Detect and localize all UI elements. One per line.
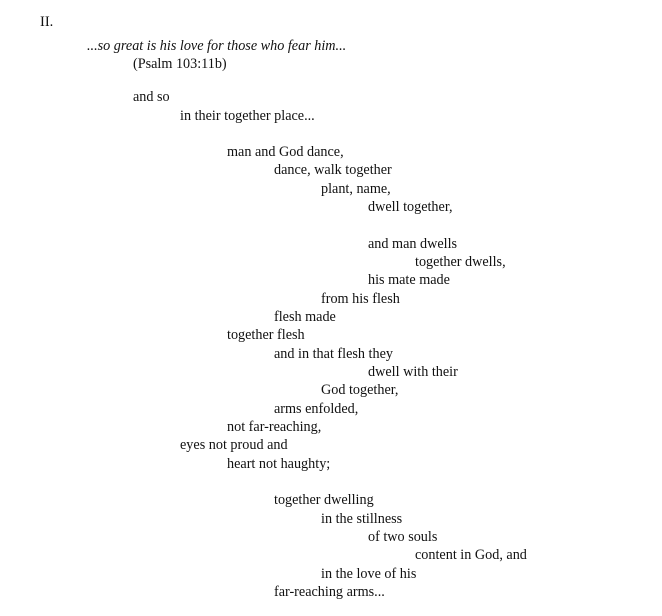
poem-line: and in that flesh they bbox=[274, 346, 393, 362]
poem-line: together dwelling bbox=[274, 492, 374, 508]
poem-line: and man dwells bbox=[368, 236, 458, 252]
poem-line: his mate made bbox=[368, 272, 450, 288]
poem-line: of two souls bbox=[368, 529, 438, 545]
poem-line: from his flesh bbox=[321, 291, 400, 307]
poem-line: flesh made bbox=[274, 309, 336, 325]
poem-line: arms enfolded, bbox=[274, 401, 359, 417]
poem-line: man and God dance, bbox=[227, 144, 344, 160]
poem-line: dance, walk together bbox=[274, 162, 392, 178]
section-number: II. bbox=[40, 14, 54, 30]
poem-line: plant, name, bbox=[321, 181, 391, 197]
epigraph: ...so great is his love for those who fear him... bbox=[87, 38, 347, 54]
poem-line: content in God, and bbox=[415, 547, 527, 563]
poem-line: eyes not proud and bbox=[180, 437, 288, 453]
poem-line: far-reaching arms... bbox=[274, 584, 385, 600]
poem-line: heart not haughty; bbox=[227, 456, 331, 472]
poem-line: together flesh bbox=[227, 327, 305, 343]
poem-line: in the stillness bbox=[321, 511, 403, 527]
poem-line: God together, bbox=[321, 382, 399, 398]
poem-line: not far-reaching, bbox=[227, 419, 322, 435]
poem-line: together dwells, bbox=[415, 254, 506, 270]
poem-line: and so bbox=[133, 89, 170, 105]
poem-line: in the love of his bbox=[321, 566, 417, 582]
poem-line: dwell with their bbox=[368, 364, 458, 380]
poem-line: dwell together, bbox=[368, 199, 453, 215]
poem-line: in their together place... bbox=[180, 108, 315, 124]
epigraph-citation: (Psalm 103:11b) bbox=[133, 56, 227, 72]
